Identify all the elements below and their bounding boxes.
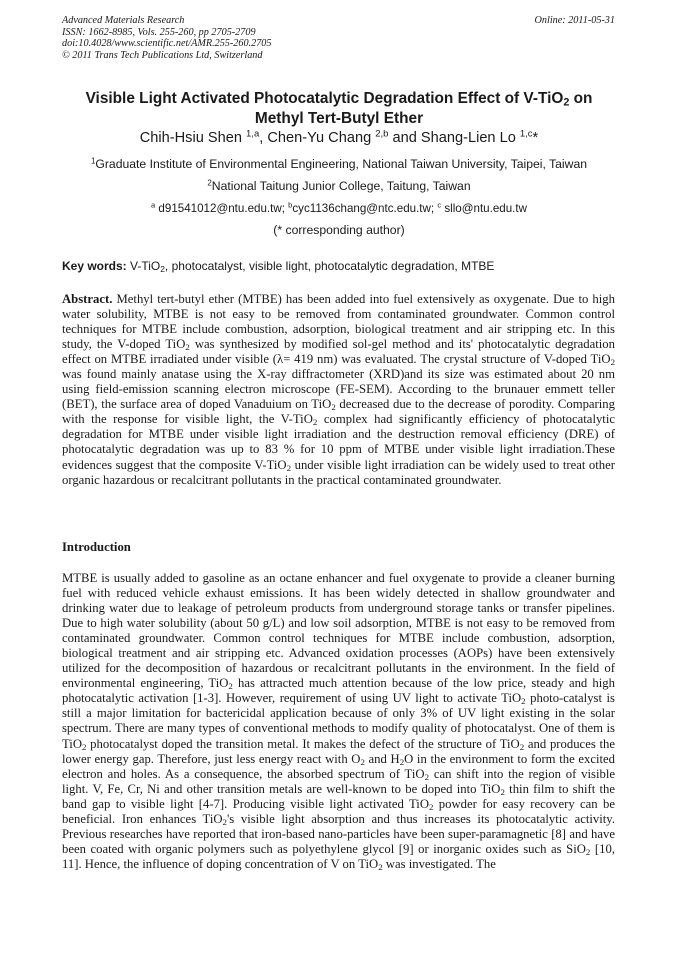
introduction-body [62,571,615,872]
subscript: 2 [610,357,615,368]
abstract-text: was synthesized by modified sol-gel method and its' photocatalytic degradation effect on MTBE irradiated under visible (λ= 419 nm) was evaluated. The crystal structure of V-doped TiO [62,337,615,367]
subscript: 2 [521,696,526,707]
author-3: and Shang-Lien Lo [388,130,520,146]
subscript: 2 [222,816,227,827]
subscript: 2 [312,417,318,428]
doi-line: doi:10.4028/www.scientific.net/AMR.255-260.2705 [62,38,272,50]
affiliation-2 [0,179,678,193]
affiliation-2-text: National Taitung Junior College, Taitung, Taiwan [211,179,471,193]
subscript: 2 [286,462,292,473]
copyright-line: © 2011 Trans Tech Publications Ltd, Switzerland [62,49,263,61]
intro-text: MTBE is usually added to gasoline as an octane enhancer and fuel oxygenate to provide a cleaner burning fuel with reduced vehicle exhaust emissions. It has been widely detected in shallow groundwater and drinking water due to leakage of petroleum products from underground storage tanks or transfer pipelines. Due to high water solubility (about 50 g/L) and low soil adsorption, MTBE is not easy to be removed from contaminated groundwater. Common control techniques for MTBE include combustion, adsorption, biological treatment and air stripping etc. Advanced oxidation processes (AOPs) have been extensively utilized for the decomposition of hazardous or recalcitrant pollutants in the environment. In the field of environmental engineering, TiO [62,571,615,691]
abstract [62,292,615,488]
affiliation-1-text: Graduate Institute of Environmental Engineering, National Taiwan University, Taipei, Taiwan [95,157,587,171]
abstract-text: under visible light irradiation can be widely used to treat other organic hazardous or recalcitrant pollutants in the practical contaminated groundwater. [62,457,616,487]
intro-text: 's visible light absorption and thus increases its photocatalytic activity. Previous researches have reported that iron-based nano-particles have been super-paramagnetic [8] and have been coated with organic polymers such as polyethylene glycol [9] or inorganic oxides such as SiO [62,811,615,856]
issn-line: ISSN: 1662-8985, Vols. 255-260, pp 2705-2709 [62,26,256,38]
keywords-subscript: 2 [160,264,165,275]
subscript: 2 [428,801,434,812]
affiliation-2-num: 2 [207,178,212,188]
intro-text: [10, 11]. Hence, the influence of doping concentration of V on TiO [62,841,615,871]
email-b-sup: b [288,200,293,210]
keywords [62,259,622,273]
intro-text: and produces the lower energy gap. Therefore, just less energy react with O [62,736,616,766]
corresponding-note: (* corresponding author) [273,223,405,237]
introduction-heading: Introduction [62,540,131,554]
subscript: 2 [399,756,405,767]
abstract-text: Methyl tert-butyl ether (MTBE) has been added into fuel extensively as oxygenate. Due to high water solubility, MTBE is not easy to be removed from contaminated groundwater. Common control techniques for MTBE include combustion, adsorption, biological treatment and air stripping etc. In this study, the V-doped TiO [62,292,615,352]
author-3-sup: 1,c [519,128,533,140]
abstract-text: was found mainly anatase using the X-ray diffractometer (XRD)and its size was estimated about 20 nm using field-emission scanning electron microscope (FE-SEM). According to the brunauer emmett teller (BET), the surface area of doped Vanaduium on TiO [62,367,615,412]
affiliation-1 [0,157,678,171]
subscript: 2 [360,756,365,767]
abstract-text: decreased due to the decrease of porodity. Comparing with the response for visible light, the V-TiO [62,397,615,427]
subscript: 2 [378,862,383,873]
subscript: 2 [331,402,336,413]
subscript: 2 [82,741,87,752]
online-date: Online: 2011-05-31 [534,15,615,26]
author-1-sup: 1,a [246,128,260,140]
author-emails [0,202,678,215]
journal-name: Advanced Materials Research [62,15,185,26]
author-2-sup: 2,b [375,128,389,140]
keywords-text: V-TiO [126,259,161,273]
intro-text: photo-catalyst is still a major limitation for bactericidal application because of only 3% of UV light existing in the solar spectrum. There are many types of conventional methods to modify quality of photocatalyst. One of them is TiO [62,691,615,751]
subscript: 2 [500,786,505,797]
subscript: 2 [228,681,233,692]
email-c-sup: c [437,200,442,210]
email-a-sup: a [151,200,156,210]
email-b[interactable]: cyc1136chang@ntc.edu.tw; [292,202,438,215]
title-subscript: 2 [563,96,570,109]
subscript: 2 [585,847,591,858]
subscript: 2 [519,741,525,752]
author-2: , Chen-Yu Chang [259,130,376,146]
title-text-end: on [569,90,593,107]
intro-text: and H [364,751,400,766]
intro-text: can shift into the region of visible light. V, Fe, Cr, Ni and other transition metals are well-known to be doped into TiO [62,766,616,796]
keywords-label: Key words: [62,259,127,273]
intro-text: thin film to shift the band gap to visible light [4-7]. Producing visible light activated TiO [62,781,615,811]
email-a[interactable]: d91541012@ntu.edu.tw; [155,202,289,215]
intro-text: powder for easy recovery can be beneficial. Iron enhances TiO [62,796,615,826]
abstract-text: complex had significantly efficiency of photocatalytic degradation for MTBE under visible light irradiation and the destruction removal efficiency (DRE) of photocatalytic degradation was up to 83 % for 10 ppm of MTBE under visible light irradiation.These evidences suggest that the composite V-TiO [62,412,615,472]
abstract-label: Abstract. [62,292,113,306]
affiliation-1-num: 1 [90,156,96,166]
author-1: Chih-Hsiu Shen [139,130,247,146]
subscript: 2 [185,342,190,353]
title-text: Visible Light Activated Photocatalytic Degradation Effect of V-TiO [85,90,564,107]
author-list [0,130,678,146]
intro-text: photocatalyst doped the transition metal. It makes the defect of the structure of TiO [86,736,520,751]
keywords-text-end: , photocatalyst, visible light, photocatalytic degradation, MTBE [164,259,495,273]
intro-text: has attracted much attention because of the low price, steady and high photocatalytic activation [1-3]. However, requirement of using UV light to activate TiO [62,676,615,706]
subscript: 2 [424,771,429,782]
paper-title [40,89,638,129]
corresponding-mark: * [532,130,539,146]
journal-header [62,15,615,61]
title-line2: Methyl Tert-Butyl Ether [254,110,424,127]
intro-text: O in the environment to form the excited electron and holes. As a consequence, the absorbed spectrum of TiO [62,751,615,781]
email-c[interactable]: sllo@ntu.edu.tw [441,202,527,215]
intro-text: was investigated. The [382,856,496,871]
